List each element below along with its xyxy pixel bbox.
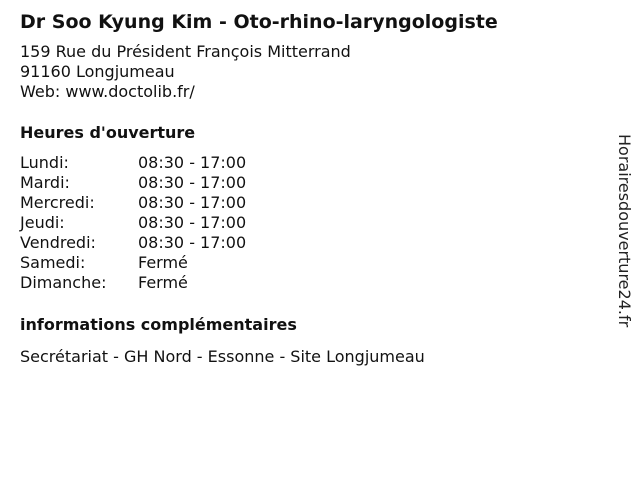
street-address: 159 Rue du Président François Mitterrand: [20, 42, 351, 61]
day-label: Dimanche:: [20, 273, 107, 292]
hours-row-wednesday: [20, 193, 590, 213]
day-label: Vendredi:: [20, 233, 96, 252]
opening-hours-heading: Heures d'ouverture: [20, 123, 196, 142]
site-watermark: [609, 134, 639, 344]
time-value: Fermé: [138, 253, 188, 272]
time-value: 08:30 - 17:00: [138, 153, 247, 172]
hours-row-monday: [20, 153, 590, 173]
watermark-text: Horairesdouverture24.fr: [615, 134, 634, 328]
business-info: [20, 10, 590, 367]
hours-row-sunday: [20, 273, 590, 293]
hours-row-thursday: [20, 213, 590, 233]
city-postal: 91160 Longjumeau: [20, 62, 175, 81]
day-label: Mercredi:: [20, 193, 95, 212]
time-value: 08:30 - 17:00: [138, 173, 247, 192]
address-block: [20, 42, 590, 102]
additional-info-heading: informations complémentaires: [20, 315, 297, 334]
time-value: Fermé: [138, 273, 188, 292]
time-value: 08:30 - 17:00: [138, 193, 247, 212]
additional-info-text: Secrétariat - GH Nord - Essonne - Site Longjumeau: [20, 347, 425, 366]
day-label: Mardi:: [20, 173, 70, 192]
day-label: Samedi:: [20, 253, 86, 272]
day-label: Lundi:: [20, 153, 69, 172]
time-value: 08:30 - 17:00: [138, 213, 247, 232]
time-value: 08:30 - 17:00: [138, 233, 247, 252]
day-label: Jeudi:: [20, 213, 65, 232]
hours-row-saturday: [20, 253, 590, 273]
hours-row-tuesday: [20, 173, 590, 193]
website-link[interactable]: Web: www.doctolib.fr/: [20, 82, 195, 101]
page-title: Dr Soo Kyung Kim - Oto-rhino-laryngologiste: [20, 11, 498, 33]
hours-row-friday: [20, 233, 590, 253]
opening-hours-table: [20, 153, 590, 293]
